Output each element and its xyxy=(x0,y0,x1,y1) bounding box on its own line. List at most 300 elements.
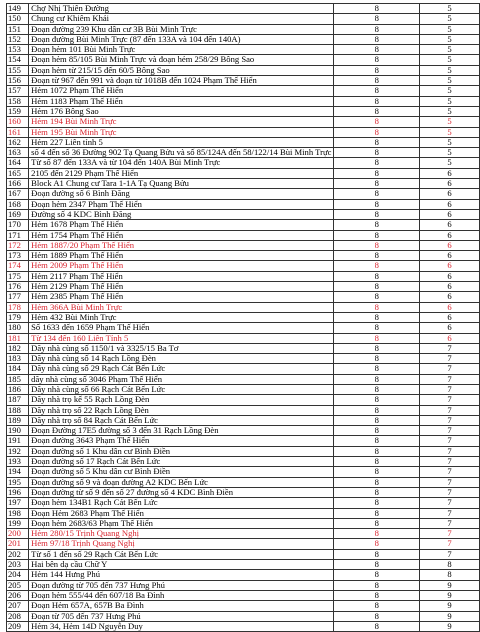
table-row xyxy=(7,199,480,209)
table-row xyxy=(7,230,480,240)
table-row xyxy=(7,415,480,425)
value-b: 5 xyxy=(420,158,480,168)
location-name: Đoạn đường từ 705 đến 737 Hưng Phú xyxy=(29,580,334,590)
location-name: Hẻm 366A Bùi Minh Trực xyxy=(29,302,334,312)
row-number: 202 xyxy=(7,549,29,559)
value-b: 5 xyxy=(420,96,480,106)
value-a: 8 xyxy=(334,487,420,497)
row-number: 166 xyxy=(7,179,29,189)
location-name: Từ 134 đến 160 Liên Tỉnh 5 xyxy=(29,333,334,343)
value-b: 6 xyxy=(420,168,480,178)
location-name: Đường số 4 KDC Bình Đăng xyxy=(29,209,334,219)
row-number: 180 xyxy=(7,323,29,333)
row-number: 158 xyxy=(7,96,29,106)
value-a: 8 xyxy=(334,127,420,137)
location-name: Đoạn từ 967 đến 991 và đoạn từ 1018B đến 1024 Phạm Thế Hiển xyxy=(29,76,334,86)
location-name: Dãy nhà cùng số 14 Rạch Lồng Đèn xyxy=(29,354,334,364)
row-number: 188 xyxy=(7,405,29,415)
table-row xyxy=(7,549,480,559)
table-row xyxy=(7,45,480,55)
location-name: Đoạn đường số 5 Khu dân cư Bình Điền xyxy=(29,467,334,477)
row-number: 186 xyxy=(7,384,29,394)
value-a: 8 xyxy=(334,354,420,364)
value-b: 7 xyxy=(420,518,480,528)
table-row xyxy=(7,14,480,24)
location-name: Dãy nhà cùng số 1150/1 và 3325/15 Ba Tơ xyxy=(29,343,334,353)
location-name: Từ số 87 đến 133A và từ 104 đến 140A Bùi Minh Trực xyxy=(29,158,334,168)
table-row xyxy=(7,76,480,86)
row-number: 177 xyxy=(7,292,29,302)
location-name: Hẻm 1754 Phạm Thế Hiển xyxy=(29,230,334,240)
location-name: Đoạn Hẻm 657A, 657B Ba Đình xyxy=(29,601,334,611)
location-name: Số 1633 đến 1659 Phạm Thế Hiển xyxy=(29,323,334,333)
table-row xyxy=(7,621,480,631)
location-name: Block A1 Chung cư Tara 1-1A Tạ Quang Bửu xyxy=(29,179,334,189)
value-a: 8 xyxy=(334,467,420,477)
table-row xyxy=(7,487,480,497)
value-b: 9 xyxy=(420,590,480,600)
value-b: 7 xyxy=(420,457,480,467)
value-a: 8 xyxy=(334,508,420,518)
location-name: Đoạn hẻm 85/105 Bùi Minh Trực và đoạn hẻm 258/29 Bông Sao xyxy=(29,55,334,65)
table-row xyxy=(7,302,480,312)
table-row xyxy=(7,261,480,271)
row-number: 174 xyxy=(7,261,29,271)
location-name: Hẻm 176 Bông Sao xyxy=(29,106,334,116)
value-a: 8 xyxy=(334,621,420,631)
row-number: 164 xyxy=(7,158,29,168)
row-number: 175 xyxy=(7,271,29,281)
value-a: 8 xyxy=(334,333,420,343)
value-b: 8 xyxy=(420,560,480,570)
row-number: 207 xyxy=(7,601,29,611)
location-name: Đoạn hẻm 555/44 đến 607/18 Ba Đình xyxy=(29,590,334,600)
value-b: 5 xyxy=(420,127,480,137)
table-row xyxy=(7,374,480,384)
location-name: 2105 đến 2129 Phạm Thế Hiển xyxy=(29,168,334,178)
row-number: 161 xyxy=(7,127,29,137)
value-a: 8 xyxy=(334,282,420,292)
value-b: 7 xyxy=(420,436,480,446)
value-a: 8 xyxy=(334,168,420,178)
location-name: Dãy nhà trọ số 22 Rạch Lồng Đèn xyxy=(29,405,334,415)
location-name: Hẻm 1889 Phạm Thế Hiển xyxy=(29,251,334,261)
row-number: 171 xyxy=(7,230,29,240)
value-a: 8 xyxy=(334,312,420,322)
value-b: 7 xyxy=(420,508,480,518)
value-b: 9 xyxy=(420,601,480,611)
data-table xyxy=(6,3,480,632)
row-number: 159 xyxy=(7,106,29,116)
location-name: Hẻm 2009 Phạm Thế Hiển xyxy=(29,261,334,271)
value-b: 5 xyxy=(420,76,480,86)
row-number: 160 xyxy=(7,117,29,127)
location-name: Hẻm 227 Liên tỉnh 5 xyxy=(29,137,334,147)
location-name: Hai bên dạ cầu Chữ Y xyxy=(29,560,334,570)
value-b: 5 xyxy=(420,24,480,34)
location-name: Đoạn đường số 6 Bình Đăng xyxy=(29,189,334,199)
value-a: 8 xyxy=(334,76,420,86)
table-row xyxy=(7,343,480,353)
value-a: 8 xyxy=(334,230,420,240)
value-b: 7 xyxy=(420,498,480,508)
row-number: 170 xyxy=(7,220,29,230)
table-row xyxy=(7,354,480,364)
value-a: 8 xyxy=(334,240,420,250)
value-b: 7 xyxy=(420,374,480,384)
value-b: 6 xyxy=(420,323,480,333)
value-b: 7 xyxy=(420,549,480,559)
row-number: 205 xyxy=(7,580,29,590)
value-a: 8 xyxy=(334,45,420,55)
row-number: 162 xyxy=(7,137,29,147)
row-number: 149 xyxy=(7,4,29,14)
table-row xyxy=(7,477,480,487)
table-row xyxy=(7,168,480,178)
location-name: Hẻm 34, Hẻm 14D Nguyễn Duy xyxy=(29,621,334,631)
value-a: 8 xyxy=(334,220,420,230)
location-name: Đoạn đường số 1 Khu dân cư Bình Điền xyxy=(29,446,334,456)
location-name: dãy nhà cùng số 3046 Phạm Thế Hiển xyxy=(29,374,334,384)
row-number: 154 xyxy=(7,55,29,65)
value-a: 8 xyxy=(334,590,420,600)
table-row xyxy=(7,457,480,467)
table-row xyxy=(7,405,480,415)
value-b: 6 xyxy=(420,209,480,219)
table-row xyxy=(7,590,480,600)
row-number: 172 xyxy=(7,240,29,250)
row-number: 209 xyxy=(7,621,29,631)
row-number: 185 xyxy=(7,374,29,384)
location-name: Hẻm 2129 Phạm Thế Hiển xyxy=(29,282,334,292)
row-number: 208 xyxy=(7,611,29,621)
value-a: 8 xyxy=(334,117,420,127)
value-b: 6 xyxy=(420,282,480,292)
value-b: 9 xyxy=(420,611,480,621)
value-b: 7 xyxy=(420,426,480,436)
value-b: 8 xyxy=(420,570,480,580)
row-number: 189 xyxy=(7,415,29,425)
value-b: 5 xyxy=(420,137,480,147)
table-row xyxy=(7,539,480,549)
row-number: 169 xyxy=(7,209,29,219)
value-b: 9 xyxy=(420,621,480,631)
value-b: 7 xyxy=(420,487,480,497)
table-row xyxy=(7,282,480,292)
table-row xyxy=(7,220,480,230)
value-a: 8 xyxy=(334,96,420,106)
table-row xyxy=(7,65,480,75)
location-name: Đoạn hẻm 2683/63 Phạm Thế Hiển xyxy=(29,518,334,528)
row-number: 168 xyxy=(7,199,29,209)
table-row xyxy=(7,209,480,219)
row-number: 193 xyxy=(7,457,29,467)
location-name: Hẻm 1072 Phạm Thế Hiển xyxy=(29,86,334,96)
value-b: 6 xyxy=(420,312,480,322)
value-b: 7 xyxy=(420,354,480,364)
row-number: 184 xyxy=(7,364,29,374)
location-name: Đoạn đường Bùi Minh Trực (87 đến 133A và 104 đến 140A) xyxy=(29,34,334,44)
table-row xyxy=(7,240,480,250)
row-number: 198 xyxy=(7,508,29,518)
location-name: Đoạn đường từ số 9 đến số 27 đường số 4 KDC Bình Điền xyxy=(29,487,334,497)
value-a: 8 xyxy=(334,34,420,44)
row-number: 176 xyxy=(7,282,29,292)
location-name: Dãy nhà cùng số 29 Rạch Cát Bến Lức xyxy=(29,364,334,374)
location-name: Dãy nhà trọ số 84 Rạch Cát Bến Lức xyxy=(29,415,334,425)
table-row xyxy=(7,436,480,446)
value-a: 8 xyxy=(334,529,420,539)
value-a: 8 xyxy=(334,189,420,199)
location-name: Đoạn hẻm từ 215/15 đến 60/5 Bông Sao xyxy=(29,65,334,75)
row-number: 191 xyxy=(7,436,29,446)
location-name: Chung cư Khiêm Khải xyxy=(29,14,334,24)
value-a: 8 xyxy=(334,24,420,34)
table-row xyxy=(7,364,480,374)
row-number: 179 xyxy=(7,312,29,322)
location-name: Đoạn hẻm 101 Bùi Minh Trực xyxy=(29,45,334,55)
value-b: 5 xyxy=(420,86,480,96)
location-name: Đoạn đường số 9 và đoạn đường A2 KDC Bến Lức xyxy=(29,477,334,487)
table-row xyxy=(7,395,480,405)
value-b: 6 xyxy=(420,302,480,312)
table-row xyxy=(7,127,480,137)
table-row xyxy=(7,611,480,621)
location-name: Hẻm 1678 Phạm Thế Hiển xyxy=(29,220,334,230)
value-a: 8 xyxy=(334,580,420,590)
table-row xyxy=(7,570,480,580)
table-row xyxy=(7,34,480,44)
value-b: 5 xyxy=(420,65,480,75)
location-name: Dãy nhà trọ kế 55 Rạch Lồng Đèn xyxy=(29,395,334,405)
location-name: Hẻm 195 Bùi Minh Trực xyxy=(29,127,334,137)
value-a: 8 xyxy=(334,415,420,425)
value-a: 8 xyxy=(334,498,420,508)
location-name: Chợ Nhị Thiên Đường xyxy=(29,4,334,14)
table-row xyxy=(7,560,480,570)
table-row xyxy=(7,518,480,528)
value-b: 5 xyxy=(420,45,480,55)
table-row xyxy=(7,158,480,168)
value-b: 6 xyxy=(420,189,480,199)
row-number: 203 xyxy=(7,560,29,570)
value-b: 5 xyxy=(420,106,480,116)
value-b: 7 xyxy=(420,446,480,456)
table-row xyxy=(7,333,480,343)
value-a: 8 xyxy=(334,457,420,467)
value-a: 8 xyxy=(334,148,420,158)
table-row xyxy=(7,446,480,456)
value-a: 8 xyxy=(334,292,420,302)
row-number: 204 xyxy=(7,570,29,580)
value-a: 8 xyxy=(334,436,420,446)
location-name: Hẻm 2385 Phạm Thế Hiển xyxy=(29,292,334,302)
value-a: 8 xyxy=(334,323,420,333)
value-b: 6 xyxy=(420,333,480,343)
row-number: 181 xyxy=(7,333,29,343)
value-a: 8 xyxy=(334,4,420,14)
table-row xyxy=(7,312,480,322)
table-row xyxy=(7,55,480,65)
value-b: 5 xyxy=(420,34,480,44)
value-b: 6 xyxy=(420,230,480,240)
table-row xyxy=(7,498,480,508)
location-name: Đoạn từ 705 đến 737 Hưng Phú xyxy=(29,611,334,621)
value-b: 7 xyxy=(420,364,480,374)
value-a: 8 xyxy=(334,374,420,384)
value-a: 8 xyxy=(334,106,420,116)
table-row xyxy=(7,96,480,106)
row-number: 155 xyxy=(7,65,29,75)
row-number: 190 xyxy=(7,426,29,436)
row-number: 150 xyxy=(7,14,29,24)
value-a: 8 xyxy=(334,405,420,415)
value-a: 8 xyxy=(334,302,420,312)
value-b: 6 xyxy=(420,271,480,281)
table-row xyxy=(7,601,480,611)
location-name: Hẻm 280/15 Trịnh Quang Nghị xyxy=(29,529,334,539)
value-a: 8 xyxy=(334,601,420,611)
value-a: 8 xyxy=(334,446,420,456)
value-a: 8 xyxy=(334,137,420,147)
table-row xyxy=(7,384,480,394)
row-number: 197 xyxy=(7,498,29,508)
value-a: 8 xyxy=(334,343,420,353)
row-number: 182 xyxy=(7,343,29,353)
location-name: Hẻm 194 Bùi Minh Trực xyxy=(29,117,334,127)
row-number: 157 xyxy=(7,86,29,96)
value-a: 8 xyxy=(334,384,420,394)
location-name: Đoạn hẻm 2347 Phạm Thế Hiển xyxy=(29,199,334,209)
value-b: 7 xyxy=(420,415,480,425)
value-b: 7 xyxy=(420,467,480,477)
table-row xyxy=(7,529,480,539)
value-b: 6 xyxy=(420,292,480,302)
table-row xyxy=(7,106,480,116)
table-row xyxy=(7,117,480,127)
table-row xyxy=(7,323,480,333)
value-b: 7 xyxy=(420,384,480,394)
value-a: 8 xyxy=(334,395,420,405)
value-a: 8 xyxy=(334,209,420,219)
value-a: 8 xyxy=(334,518,420,528)
value-b: 6 xyxy=(420,199,480,209)
value-b: 6 xyxy=(420,240,480,250)
row-number: 196 xyxy=(7,487,29,497)
location-name: Đoạn đường 3643 Phạm Thế Hiển xyxy=(29,436,334,446)
location-name: Đoạn Hẻm 2683 Phạm Thế Hiển xyxy=(29,508,334,518)
table-row xyxy=(7,426,480,436)
value-a: 8 xyxy=(334,261,420,271)
value-a: 8 xyxy=(334,426,420,436)
value-b: 7 xyxy=(420,405,480,415)
value-a: 8 xyxy=(334,86,420,96)
table-row xyxy=(7,271,480,281)
table-row xyxy=(7,580,480,590)
row-number: 206 xyxy=(7,590,29,600)
table-row xyxy=(7,148,480,158)
table-row xyxy=(7,24,480,34)
value-b: 5 xyxy=(420,4,480,14)
value-a: 8 xyxy=(334,477,420,487)
value-b: 5 xyxy=(420,148,480,158)
row-number: 156 xyxy=(7,76,29,86)
location-name: Đoạn đường 239 Khu dân cư 3B Bùi Minh Trực xyxy=(29,24,334,34)
row-number: 199 xyxy=(7,518,29,528)
row-number: 163 xyxy=(7,148,29,158)
row-number: 167 xyxy=(7,189,29,199)
location-name: Từ số 1 đến số 29 Rạch Cát Bến Lức xyxy=(29,549,334,559)
value-a: 8 xyxy=(334,158,420,168)
location-name: Hẻm 97/18 Trịnh Quang Nghị xyxy=(29,539,334,549)
table-row xyxy=(7,86,480,96)
value-a: 8 xyxy=(334,539,420,549)
value-b: 6 xyxy=(420,220,480,230)
table-row xyxy=(7,4,480,14)
location-name: Đoạn hẻm 134B1 Rạch Cát Bến Lức xyxy=(29,498,334,508)
row-number: 201 xyxy=(7,539,29,549)
value-a: 8 xyxy=(334,271,420,281)
value-a: 8 xyxy=(334,549,420,559)
row-number: 195 xyxy=(7,477,29,487)
location-name: Hẻm 1183 Phạm Thế Hiển xyxy=(29,96,334,106)
table-row xyxy=(7,179,480,189)
value-b: 5 xyxy=(420,14,480,24)
row-number: 165 xyxy=(7,168,29,178)
value-a: 8 xyxy=(334,251,420,261)
table-row xyxy=(7,251,480,261)
value-b: 6 xyxy=(420,251,480,261)
value-b: 7 xyxy=(420,477,480,487)
row-number: 151 xyxy=(7,24,29,34)
table-row xyxy=(7,292,480,302)
value-b: 6 xyxy=(420,179,480,189)
location-name: Hẻm 144 Hưng Phú xyxy=(29,570,334,580)
location-name: Đoạn Đường 17E5 đường số 3 đến 31 Rạch Lồng Đèn xyxy=(29,426,334,436)
location-name: Hẻm 2117 Phạm Thế Hiển xyxy=(29,271,334,281)
location-name: Hẻm 432 Bùi Minh Trực xyxy=(29,312,334,322)
row-number: 187 xyxy=(7,395,29,405)
row-number: 153 xyxy=(7,45,29,55)
value-a: 8 xyxy=(334,179,420,189)
value-b: 7 xyxy=(420,343,480,353)
value-a: 8 xyxy=(334,55,420,65)
value-b: 6 xyxy=(420,261,480,271)
value-a: 8 xyxy=(334,364,420,374)
location-name: Đoạn đường số 17 Rạch Cát Bến Lức xyxy=(29,457,334,467)
value-a: 8 xyxy=(334,199,420,209)
value-b: 5 xyxy=(420,55,480,65)
value-b: 7 xyxy=(420,529,480,539)
value-a: 8 xyxy=(334,560,420,570)
value-a: 8 xyxy=(334,570,420,580)
location-name: số 4 đến số 36 Đường 902 Tạ Quang Bửu và số 85/124A đến 58/122/14 Bùi Minh Trực xyxy=(29,148,334,158)
table-body xyxy=(7,4,480,632)
value-a: 8 xyxy=(334,65,420,75)
row-number: 183 xyxy=(7,354,29,364)
table-row xyxy=(7,508,480,518)
row-number: 200 xyxy=(7,529,29,539)
value-b: 7 xyxy=(420,395,480,405)
table-row xyxy=(7,137,480,147)
value-b: 7 xyxy=(420,539,480,549)
value-a: 8 xyxy=(334,611,420,621)
value-b: 5 xyxy=(420,117,480,127)
row-number: 152 xyxy=(7,34,29,44)
location-name: Dãy nhà cùng số 66 Rạch Cát Bến Lức xyxy=(29,384,334,394)
row-number: 192 xyxy=(7,446,29,456)
location-name: Hẻm 1887/20 Phạm Thế Hiển xyxy=(29,240,334,250)
